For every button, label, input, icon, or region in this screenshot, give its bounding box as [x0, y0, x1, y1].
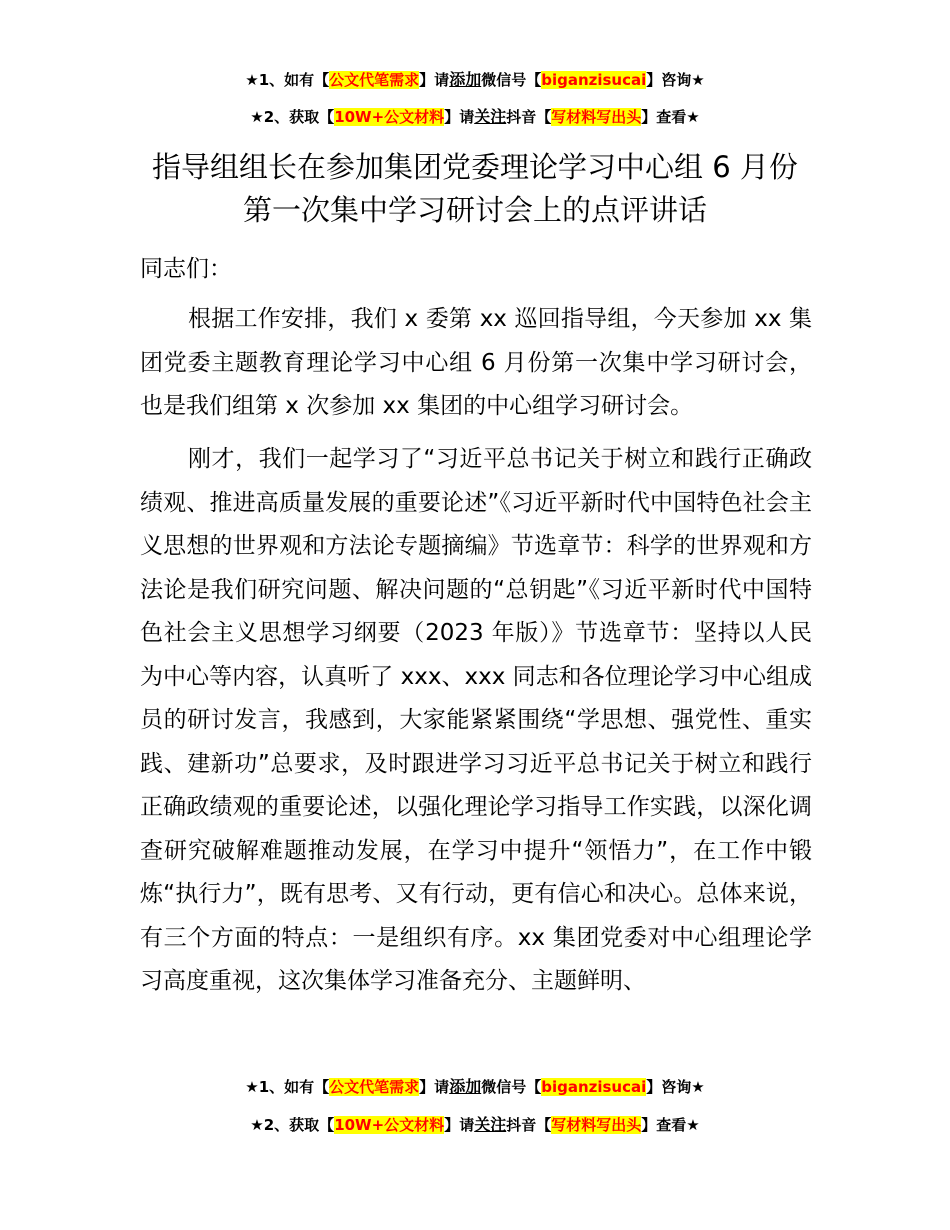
- materials-highlight: 10W+公文材料: [334, 108, 445, 126]
- banner-text: 】请: [419, 1078, 450, 1096]
- banner-text: ★2、获取【: [250, 108, 335, 126]
- bottom-banner-line-2: [0, 1114, 950, 1136]
- ghostwriting-highlight: 公文代笔需求: [329, 71, 420, 89]
- follow-emphasis: 关注: [474, 1115, 507, 1134]
- banner-text: 】咨询★: [646, 1078, 705, 1096]
- banner-text: ★1、如有【: [245, 1078, 330, 1096]
- banner-text: 微信号【: [481, 1078, 542, 1096]
- add-emphasis: 添加: [449, 70, 482, 89]
- banner-text: 】查看★: [641, 108, 700, 126]
- douyin-account-highlight: 写材料写出头: [551, 1116, 642, 1134]
- follow-emphasis: 关注: [474, 107, 507, 126]
- bottom-banner-line-1: [0, 1076, 950, 1098]
- banner-text: ★1、如有【: [245, 71, 330, 89]
- banner-text: ★2、获取【: [250, 1116, 335, 1134]
- paragraph-2: 刚才，我们一起学习了“习近平总书记关于树立和践行正确政绩观、推进高质量发展的重要论述”《习近平新时代中国特色社会主义思想的世界观和方法论专题摘编》节选章节：科学的世界观和方法论是我们研究问题、解决问题的“总钥匙”《习近平新时代中国特色社会主义思想学习纲要（2023 年版）》节选章节：坚持以人民为中心等内容，认真听了 xxx、xxx 同志和各位理论学习中心组成员的研讨发言，我感到，大家能紧紧围绕“学思想、强党性、重实践、建新功”总要求，及时跟进学习习近平总书记关于树立和践行正确政绩观的重要论述，以强化理论学习指导工作实践，以深化调查研究破解难题推动发展，在学习中提升“领悟力”，在工作中锻炼“执行力”，既有思考、又有行动，更有信心和决心。总体来说，有三个方面的特点：一是组织有序。xx 集团党委对中心组理论学习高度重视，这次集体学习准备充分、主题鲜明、: [140, 446, 812, 994]
- materials-highlight: 10W+公文材料: [334, 1116, 445, 1134]
- banner-text: 】请: [444, 1116, 475, 1134]
- document-title: 指导组组长在参加集团党委理论学习中心组 6 月份第一次集中学习研讨会上的点评讲话: [152, 150, 798, 227]
- banner-text: 】咨询★: [646, 71, 705, 89]
- add-emphasis: 添加: [449, 1077, 482, 1096]
- banner-text: 】查看★: [641, 1116, 700, 1134]
- douyin-account-highlight: 写材料写出头: [551, 108, 642, 126]
- wechat-id-highlight: biganzisucai: [541, 1078, 647, 1096]
- banner-text: 】请: [444, 108, 475, 126]
- banner-text: 】请: [419, 71, 450, 89]
- wechat-id-highlight: biganzisucai: [541, 71, 647, 89]
- banner-text: 微信号【: [481, 71, 542, 89]
- banner-text: 抖音【: [506, 1116, 552, 1134]
- top-banner-line-1: [0, 69, 950, 91]
- paragraph-1: 根据工作安排，我们 x 委第 xx 巡回指导组，今天参加 xx 集团党委主题教育理论学习中心组 6 月份第一次集中学习研讨会，也是我们组第 x 次参加 xx 集团的中心组学习研讨会。: [140, 306, 812, 419]
- banner-text: 抖音【: [506, 108, 552, 126]
- greeting: 同志们：: [140, 256, 232, 282]
- top-banner-line-2: [0, 106, 950, 128]
- ghostwriting-highlight: 公文代笔需求: [329, 1078, 420, 1096]
